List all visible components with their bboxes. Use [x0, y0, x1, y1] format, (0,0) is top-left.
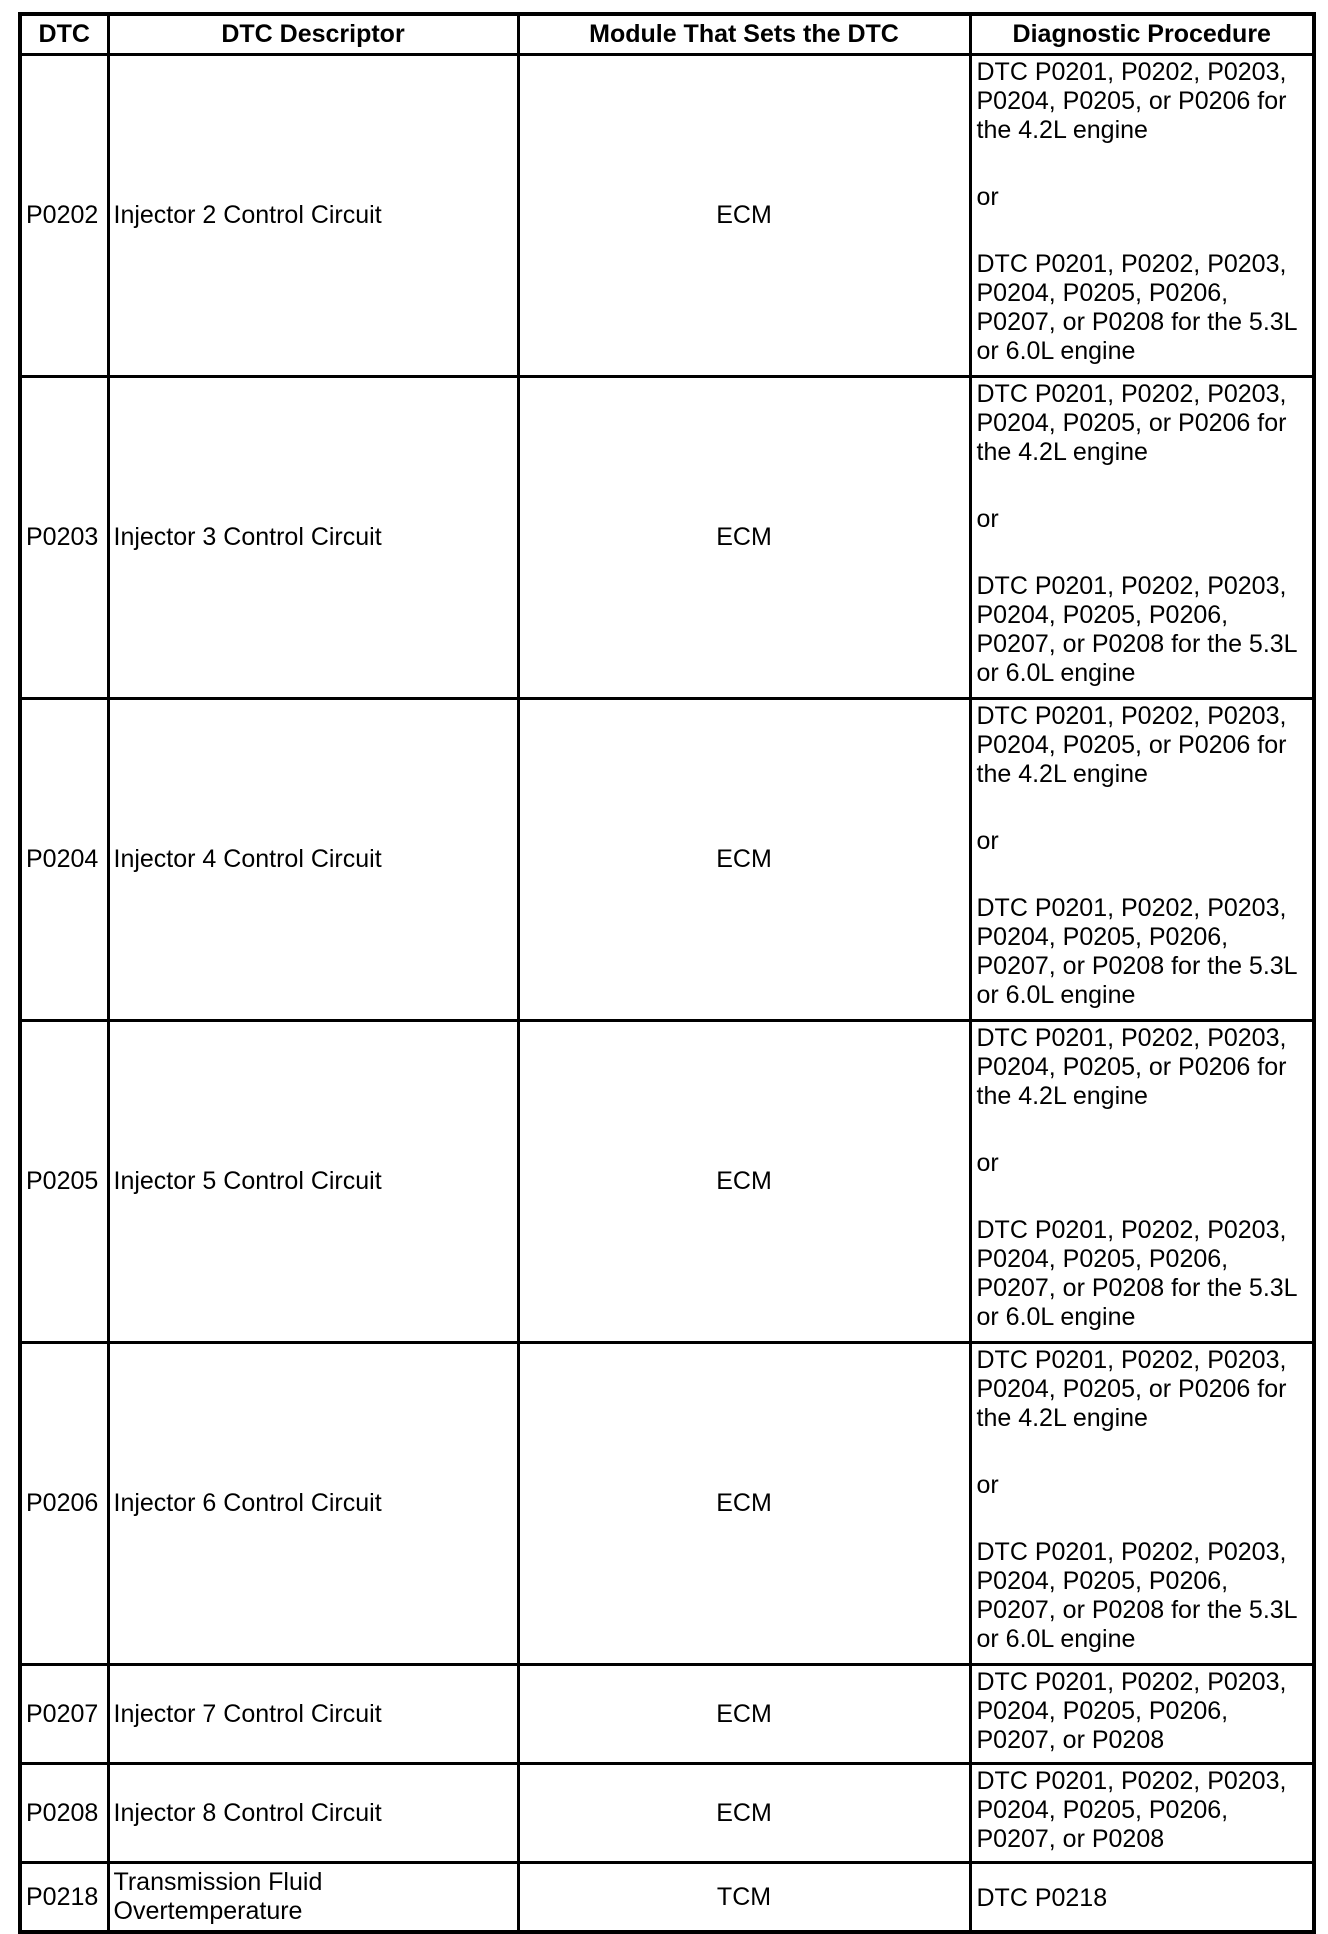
- procedure-text-5-3l: DTC P0201, P0202, P0203, P0204, P0205, P0206, P0207, or P0208 for the 5.3L or 6.0L engine: [976, 572, 1297, 687]
- dtc-code: P0207: [20, 1665, 108, 1764]
- procedure-or: or: [976, 827, 999, 855]
- dtc-code: P0202: [20, 55, 108, 377]
- procedure-text-4-2l: DTC P0201, P0202, P0203, P0204, P0205, or P0206 for the 4.2L engine: [976, 702, 1287, 788]
- diagnostic-procedure: DTC P0218: [970, 1863, 1314, 1933]
- module-name: ECM: [518, 699, 970, 1021]
- dtc-code: P0205: [20, 1021, 108, 1343]
- procedure-text-5-3l: DTC P0201, P0202, P0203, P0204, P0205, P0206, P0207, or P0208 for the 5.3L or 6.0L engine: [976, 1538, 1297, 1653]
- header-module: Module That Sets the DTC: [518, 14, 970, 55]
- procedure-or: or: [976, 183, 999, 211]
- header-dtc: DTC: [20, 14, 108, 55]
- dtc-descriptor: Injector 6 Control Circuit: [108, 1343, 518, 1665]
- dtc-descriptor: Injector 5 Control Circuit: [108, 1021, 518, 1343]
- table-row: [20, 1863, 1314, 1933]
- module-name: ECM: [518, 1764, 970, 1863]
- diagnostic-procedure: [970, 1021, 1314, 1343]
- dtc-code: P0203: [20, 377, 108, 699]
- table-row: [20, 1665, 1314, 1764]
- procedure-or: or: [976, 1471, 999, 1499]
- table-row: [20, 699, 1314, 1021]
- diagnostic-procedure: [970, 1343, 1314, 1665]
- dtc-table: [18, 12, 1316, 1934]
- dtc-code: P0218: [20, 1863, 108, 1933]
- diagnostic-procedure: DTC P0201, P0202, P0203, P0204, P0205, P0206, P0207, or P0208: [970, 1665, 1314, 1764]
- module-name: ECM: [518, 1665, 970, 1764]
- header-descriptor: DTC Descriptor: [108, 14, 518, 55]
- dtc-code: P0204: [20, 699, 108, 1021]
- module-name: ECM: [518, 1021, 970, 1343]
- diagnostic-procedure: [970, 55, 1314, 377]
- procedure-text-4-2l: DTC P0201, P0202, P0203, P0204, P0205, or P0206 for the 4.2L engine: [976, 58, 1287, 144]
- table-row: [20, 1764, 1314, 1863]
- header-procedure: Diagnostic Procedure: [970, 14, 1314, 55]
- header-row: [20, 14, 1314, 55]
- dtc-descriptor: Injector 4 Control Circuit: [108, 699, 518, 1021]
- module-name: ECM: [518, 1343, 970, 1665]
- procedure-text-4-2l: DTC P0201, P0202, P0203, P0204, P0205, or P0206 for the 4.2L engine: [976, 380, 1287, 466]
- dtc-descriptor: Injector 2 Control Circuit: [108, 55, 518, 377]
- module-name: TCM: [518, 1863, 970, 1933]
- table-row: [20, 1343, 1314, 1665]
- table-row: [20, 55, 1314, 377]
- procedure-text-5-3l: DTC P0201, P0202, P0203, P0204, P0205, P0206, P0207, or P0208 for the 5.3L or 6.0L engine: [976, 250, 1297, 365]
- dtc-code: P0208: [20, 1764, 108, 1863]
- procedure-or: or: [976, 1149, 999, 1177]
- procedure-or: or: [976, 505, 999, 533]
- procedure-text-5-3l: DTC P0201, P0202, P0203, P0204, P0205, P0206, P0207, or P0208 for the 5.3L or 6.0L engine: [976, 894, 1297, 1009]
- dtc-descriptor: Injector 3 Control Circuit: [108, 377, 518, 699]
- diagnostic-procedure: [970, 699, 1314, 1021]
- dtc-code: P0206: [20, 1343, 108, 1665]
- diagnostic-procedure: [970, 377, 1314, 699]
- table-row: [20, 1021, 1314, 1343]
- procedure-text-4-2l: DTC P0201, P0202, P0203, P0204, P0205, or P0206 for the 4.2L engine: [976, 1024, 1287, 1110]
- table-row: [20, 377, 1314, 699]
- dtc-descriptor: Transmission Fluid Overtemperature: [108, 1863, 518, 1933]
- dtc-descriptor: Injector 8 Control Circuit: [108, 1764, 518, 1863]
- dtc-descriptor: Injector 7 Control Circuit: [108, 1665, 518, 1764]
- procedure-text-5-3l: DTC P0201, P0202, P0203, P0204, P0205, P0206, P0207, or P0208 for the 5.3L or 6.0L engine: [976, 1216, 1297, 1331]
- diagnostic-procedure: DTC P0201, P0202, P0203, P0204, P0205, P0206, P0207, or P0208: [970, 1764, 1314, 1863]
- module-name: ECM: [518, 377, 970, 699]
- module-name: ECM: [518, 55, 970, 377]
- procedure-text-4-2l: DTC P0201, P0202, P0203, P0204, P0205, or P0206 for the 4.2L engine: [976, 1346, 1287, 1432]
